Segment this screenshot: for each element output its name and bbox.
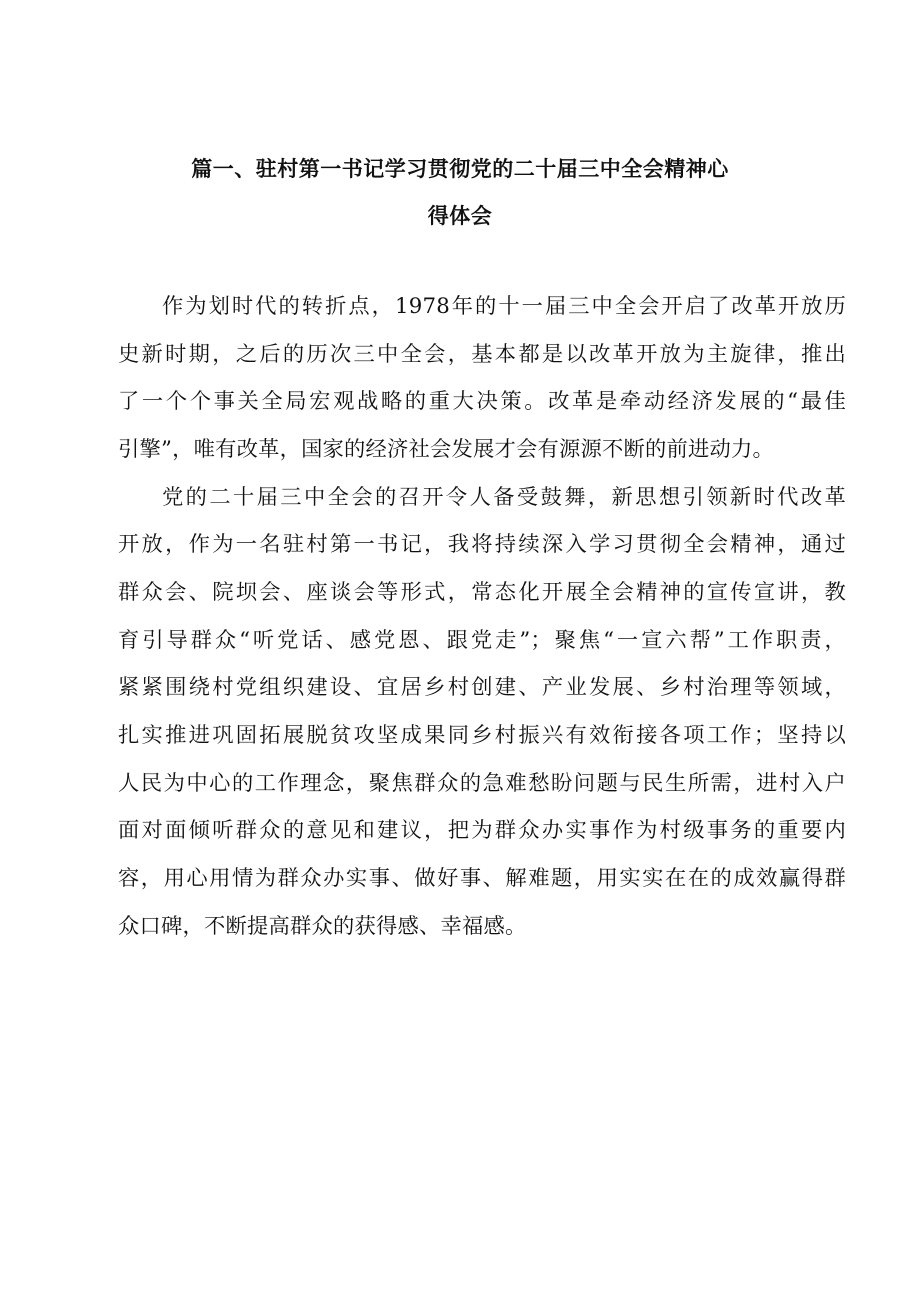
paragraph-2-line: 党的二十届三中全会的召开令人备受鼓舞，新思想引领新时代改革 [162,485,846,510]
paragraph-1-line: 了一个个事关全局宏观战略的重大决策。改革是牵动经济发展的“最佳 [118,389,846,414]
document-title-line-1: 篇一、驻村第一书记学习贯彻党的二十届三中全会精神心 [191,157,729,181]
document-title-line-2: 得体会 [427,204,493,228]
paragraph-2-line: 众口碑，不断提高群众的获得感、幸福感。 [118,914,527,939]
paragraph-1-line: 作为划时代的转折点，1978年的十一届三中全会开启了改革开放历 [162,294,846,319]
paragraph-2-line: 人民为中心的工作理念，聚焦群众的急难愁盼问题与民生所需，进村入户 [118,771,846,796]
paragraph-2-line: 容，用心用情为群众办实事、做好事、解难题，用实实在在的成效赢得群 [118,866,846,891]
paragraph-2-line: 育引导群众“听党话、感党恩、跟党走”；聚焦“一宣六帮”工作职责， [118,628,846,653]
paragraph-1-line: 引擎”，唯有改革，国家的经济社会发展才会有源源不断的前进动力。 [118,437,774,462]
paragraph-2-line: 紧紧围绕村党组织建设、宜居乡村创建、产业发展、乡村治理等领域， [118,675,846,700]
paragraph-2-line: 面对面倾听群众的意见和建议，把为群众办实事作为村级事务的重要内 [118,818,846,843]
paragraph-1-line: 史新时期，之后的历次三中全会，基本都是以改革开放为主旋律，推出 [118,342,846,367]
paragraph-2-line: 开放，作为一名驻村第一书记，我将持续深入学习贯彻全会精神，通过 [118,532,846,557]
paragraph-2-line: 扎实推进巩固拓展脱贫攻坚成果同乡村振兴有效衔接各项工作；坚持以 [118,723,846,748]
paragraph-2-line: 群众会、院坝会、座谈会等形式，常态化开展全会精神的宣传宣讲，教 [118,580,846,605]
